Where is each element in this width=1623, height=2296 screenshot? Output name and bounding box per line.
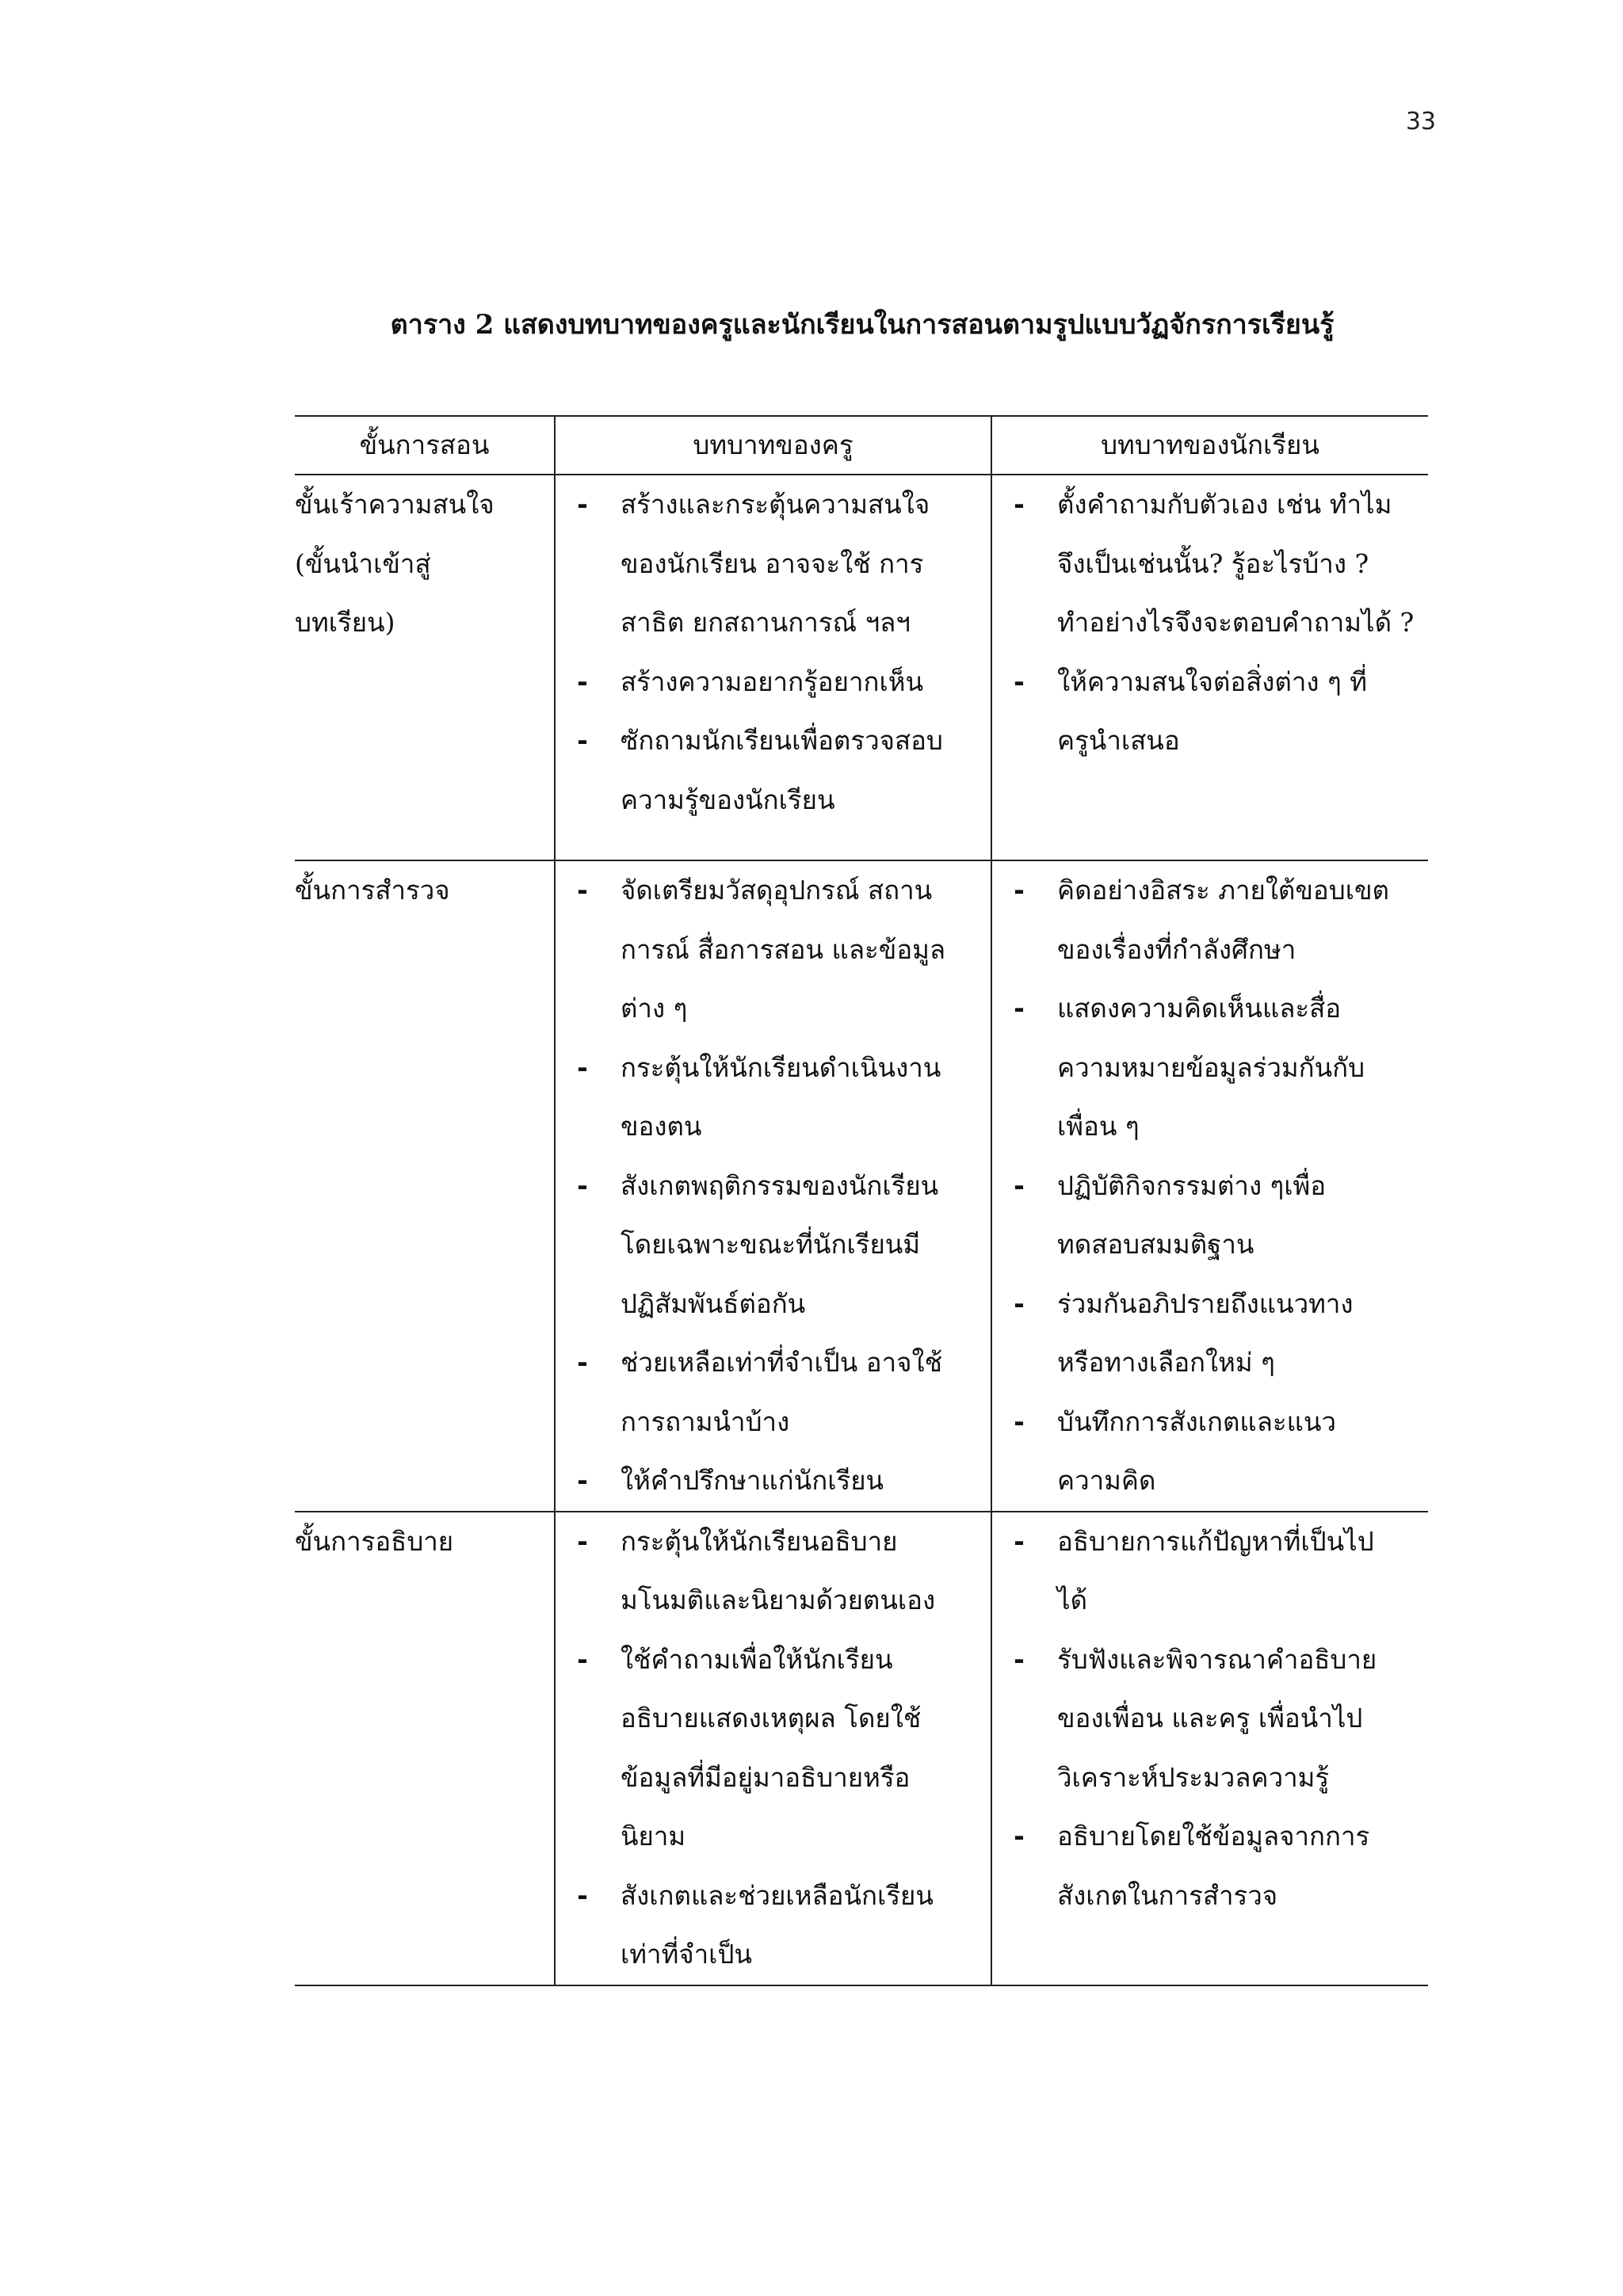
role-item-text: สร้างและกระตุ้นความสนใจ ของนักเรียน อาจจะใช้ การ สาธิต ยกสถานการณ์ ฯลฯ bbox=[621, 489, 930, 638]
header-teaching-stage: ขั้นการสอน bbox=[295, 416, 555, 475]
list-item bbox=[556, 1867, 991, 1985]
bullet-dash: - bbox=[577, 1879, 588, 1911]
list-item bbox=[992, 1630, 1428, 1808]
role-item-text: อธิบายโดยใช้ข้อมูลจากการ สังเกตในการสำรวจ bbox=[1057, 1821, 1370, 1911]
role-item-text: ปฏิบัติกิจกรรมต่าง ๆเพื่อ ทดสอบสมมติฐาน bbox=[1057, 1169, 1327, 1260]
role-item-text: จัดเตรียมวัสดุอุปกรณ์ สถาน การณ์ สื่อการสอน และข้อมูล ต่าง ๆ bbox=[621, 875, 946, 1024]
list-item bbox=[992, 1807, 1428, 1925]
header-teacher-role: บทบาทของครู bbox=[555, 416, 991, 475]
list-item bbox=[556, 475, 991, 653]
list-item bbox=[992, 1393, 1428, 1511]
stage-cell: ขั้นเร้าความสนใจ (ขั้นนำเข้าสู่ บทเรียน) bbox=[295, 475, 555, 860]
list-item bbox=[556, 1333, 991, 1451]
bullet-dash: - bbox=[1014, 875, 1025, 906]
table-row bbox=[295, 860, 1428, 1512]
role-item-text: แสดงความคิดเห็นและสื่อ ความหมายข้อมูลร่วมกันกับ เพื่อน ๆ bbox=[1057, 993, 1365, 1142]
list-item bbox=[992, 475, 1428, 653]
student-role-cell bbox=[991, 1512, 1428, 1985]
table-caption: ตาราง 2 แสดงบทบาทของครูและนักเรียนในการสอนตามรูปแบบวัฏจักรการเรียนรู้ bbox=[390, 309, 1335, 341]
student-role-cell bbox=[991, 860, 1428, 1512]
bullet-dash: - bbox=[577, 1525, 588, 1557]
list-item bbox=[556, 711, 991, 830]
bullet-dash: - bbox=[577, 1347, 588, 1378]
role-item-text: ตั้งคำถามกับตัวเอง เช่น ทำไม จึงเป็นเช่นนั้น? รู้อะไรบ้าง ? ทำอย่างไรจึงจะตอบคำถามได้ ? bbox=[1057, 489, 1415, 638]
student-role-list bbox=[992, 861, 1428, 1511]
student-role-list bbox=[992, 475, 1428, 771]
table-header-row bbox=[295, 416, 1428, 475]
bullet-dash: - bbox=[577, 666, 588, 697]
bullet-dash: - bbox=[577, 489, 588, 520]
role-item-text: สร้างความอยากรู้อยากเห็น bbox=[621, 666, 924, 697]
stage-cell: ขั้นการอธิบาย bbox=[295, 1512, 555, 1985]
teacher-role-list bbox=[556, 475, 991, 830]
list-item bbox=[992, 979, 1428, 1157]
bullet-dash: - bbox=[577, 1643, 588, 1675]
student-role-cell bbox=[991, 475, 1428, 860]
table-row bbox=[295, 475, 1428, 860]
role-item-text: อธิบายการแก้ปัญหาที่เป็นไป ได้ bbox=[1057, 1525, 1374, 1615]
role-item-text: กระตุ้นให้นักเรียนอธิบาย มโนมติและนิยามด้วยตนเอง bbox=[621, 1525, 936, 1615]
teacher-role-cell bbox=[555, 860, 991, 1512]
list-item bbox=[556, 1630, 991, 1867]
list-item bbox=[556, 1512, 991, 1630]
role-item-text: ร่วมกันอภิปรายถึงแนวทาง หรือทางเลือกใหม่ ๆ bbox=[1057, 1287, 1354, 1378]
bullet-dash: - bbox=[1014, 1525, 1025, 1557]
teaching-roles-table bbox=[295, 415, 1428, 1986]
teacher-role-cell bbox=[555, 475, 991, 860]
bullet-dash: - bbox=[577, 725, 588, 756]
table-row bbox=[295, 1512, 1428, 1985]
header-student-role: บทบาทของนักเรียน bbox=[991, 416, 1428, 475]
bullet-dash: - bbox=[577, 875, 588, 906]
list-item bbox=[556, 1451, 991, 1511]
role-item-text: ใช้คำถามเพื่อให้นักเรียน อธิบายแสดงเหตุผล โดยใช้ ข้อมูลที่มีอยู่มาอธิบายหรือ นิยาม bbox=[621, 1643, 922, 1852]
role-item-text: ซักถามนักเรียนเพื่อตรวจสอบ ความรู้ของนักเรียน bbox=[621, 725, 943, 815]
list-item bbox=[992, 1157, 1428, 1275]
bullet-dash: - bbox=[1014, 1287, 1025, 1319]
bullet-dash: - bbox=[1014, 666, 1025, 697]
bullet-dash: - bbox=[577, 1169, 588, 1201]
teacher-role-list bbox=[556, 861, 991, 1511]
bullet-dash: - bbox=[1014, 489, 1025, 520]
list-item bbox=[992, 1275, 1428, 1393]
list-item bbox=[992, 861, 1428, 979]
bullet-dash: - bbox=[1014, 1169, 1025, 1201]
list-item bbox=[556, 653, 991, 712]
list-item bbox=[992, 653, 1428, 771]
page-number: 33 bbox=[1405, 108, 1436, 135]
role-item-text: ให้คำปรึกษาแก่นักเรียน bbox=[621, 1465, 884, 1496]
role-item-text: บันทึกการสังเกตและแนว ความคิด bbox=[1057, 1405, 1336, 1496]
list-item bbox=[992, 1512, 1428, 1630]
bullet-dash: - bbox=[1014, 1405, 1025, 1437]
bullet-dash: - bbox=[577, 1051, 588, 1083]
bullet-dash: - bbox=[1014, 993, 1025, 1024]
bullet-dash: - bbox=[1014, 1821, 1025, 1852]
role-item-text: รับฟังและพิจารณาคำอธิบาย ของเพื่อน และครู เพื่อนำไป วิเคราะห์ประมวลความรู้ bbox=[1057, 1643, 1377, 1793]
list-item bbox=[556, 861, 991, 1039]
student-role-list bbox=[992, 1512, 1428, 1926]
role-item-text: สังเกตพฤติกรรมของนักเรียน โดยเฉพาะขณะที่นักเรียนมี ปฏิสัมพันธ์ต่อกัน bbox=[621, 1169, 939, 1319]
role-item-text: สังเกตและช่วยเหลือนักเรียน เท่าที่จำเป็น bbox=[621, 1879, 934, 1970]
stage-cell: ขั้นการสำรวจ bbox=[295, 860, 555, 1512]
bullet-dash: - bbox=[1014, 1643, 1025, 1675]
teacher-role-cell bbox=[555, 1512, 991, 1985]
list-item bbox=[556, 1157, 991, 1334]
role-item-text: ช่วยเหลือเท่าที่จำเป็น อาจใช้ การถามนำบ้าง bbox=[621, 1347, 942, 1437]
role-item-text: คิดอย่างอิสระ ภายใต้ขอบเขต ของเรื่องที่กำลังศึกษา bbox=[1057, 875, 1389, 965]
role-item-text: กระตุ้นให้นักเรียนดำเนินงาน ของตน bbox=[621, 1051, 941, 1142]
role-item-text: ให้ความสนใจต่อสิ่งต่าง ๆ ที่ ครูนำเสนอ bbox=[1057, 666, 1367, 756]
list-item bbox=[556, 1039, 991, 1157]
teacher-role-list bbox=[556, 1512, 991, 1985]
bullet-dash: - bbox=[577, 1465, 588, 1496]
table-body bbox=[295, 475, 1428, 1985]
